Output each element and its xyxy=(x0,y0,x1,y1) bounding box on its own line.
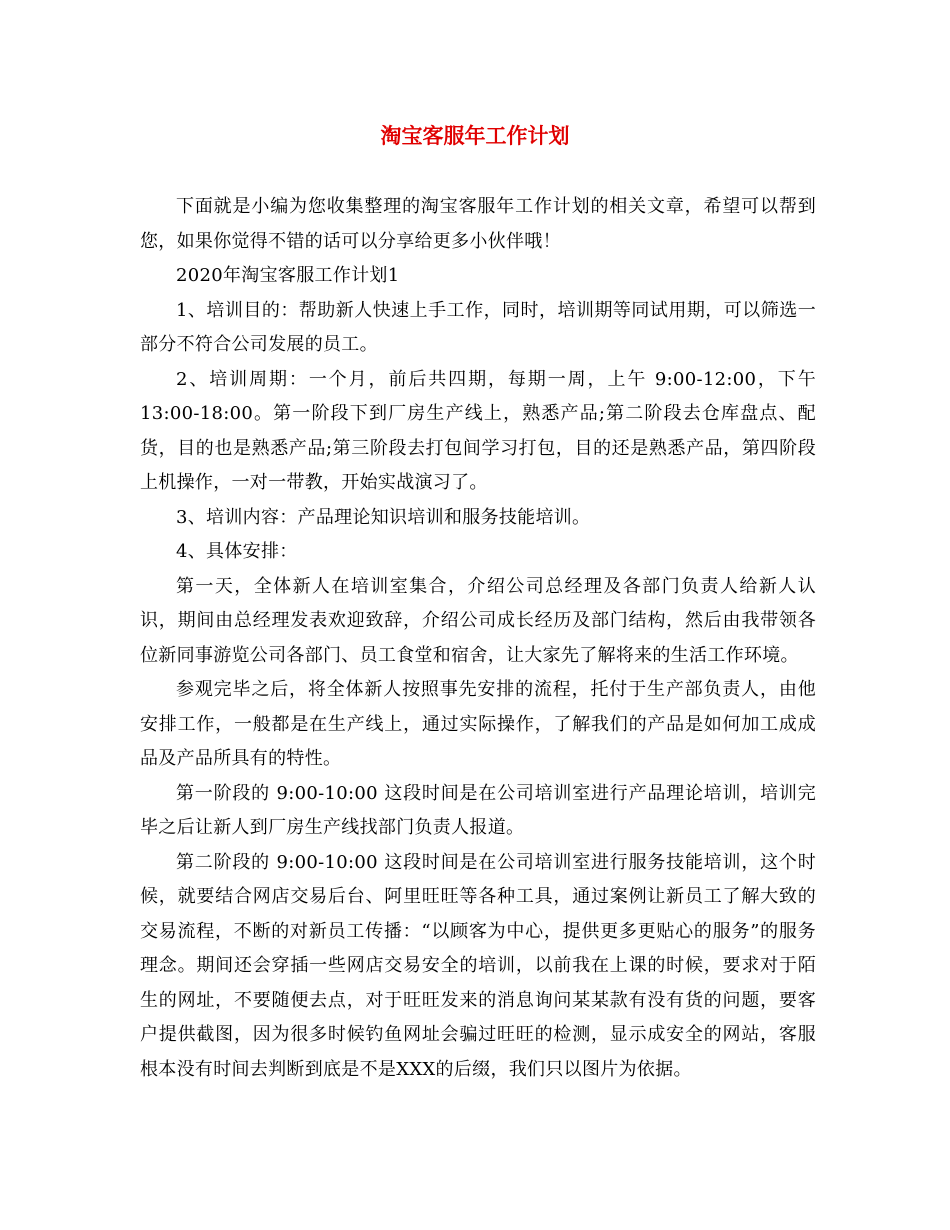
stage-two-paragraph: 第二阶段的 9:00-10:00 这段时间是在公司培训室进行服务技能培训，这个时候，就要结合网店交易后台、阿里旺旺等各种工具，通过案例让新员工了解大致的交易流程，不断的对新员工传播：“以顾客为中心，提供更多更贴心的服务”的服务理念。期间还会穿插一些网店交易安全的培训，以前我在上课的时候，要求对于陌生的网址，不要随便去点，对于旺旺发来的消息询问某某款有没有货的问题，要客户提供截图，因为很多时候钓鱼网址会骗过旺旺的检测，显示成安全的网站，客服根本没有时间去判断到底是不是XXX的后缀，我们只以图片为依据。 xyxy=(140,851,816,1080)
plan-heading: 2020年淘宝客服工作计划1 xyxy=(176,265,400,286)
training-period-paragraph: 2、培训周期：一个月，前后共四期，每期一周，上午 9:00-12:00，下午 13:00-18:00。第一阶段下到厂房生产线上，熟悉产品;第二阶段去仓库盘点、配货，目的也是熟悉产品;第三阶段去打包间学习打包，目的还是熟悉产品，第四阶段上机操作，一对一带教，开始实战演习了。 xyxy=(140,368,816,493)
intro-paragraph: 下面就是小编为您收集整理的淘宝客服年工作计划的相关文章，希望可以帮到您，如果你觉得不错的话可以分享给更多小伙伴哦！ xyxy=(140,196,816,252)
specific-arrangement-heading: 4、具体安排： xyxy=(176,541,298,562)
stage-one-paragraph: 第一阶段的 9:00-10:00 这段时间是在公司培训室进行产品理论培训，培训完毕之后让新人到厂房生产线找部门负责人报道。 xyxy=(140,782,816,838)
training-purpose-paragraph: 1、培训目的：帮助新人快速上手工作，同时，培训期等同试用期，可以筛选一部分不符合公司发展的员工。 xyxy=(140,299,816,355)
training-content-paragraph: 3、培训内容：产品理论知识培训和服务技能培训。 xyxy=(176,506,591,528)
after-visit-paragraph: 参观完毕之后，将全体新人按照事先安排的流程，托付于生产部负责人，由他安排工作，一般都是在生产线上，通过实际操作，了解我们的产品是如何加工成成品及产品所具有的特性。 xyxy=(140,679,816,769)
first-day-paragraph: 第一天，全体新人在培训室集合，介绍公司总经理及各部门负责人给新人认识，期间由总经理发表欢迎致辞，介绍公司成长经历及部门结构，然后由我带领各位新同事游览公司各部门、员工食堂和宿舍，让大家先了解将来的生活工作环境。 xyxy=(140,575,816,666)
document-body xyxy=(140,190,816,1087)
document-title: 淘宝客服年工作计划 xyxy=(380,124,570,148)
